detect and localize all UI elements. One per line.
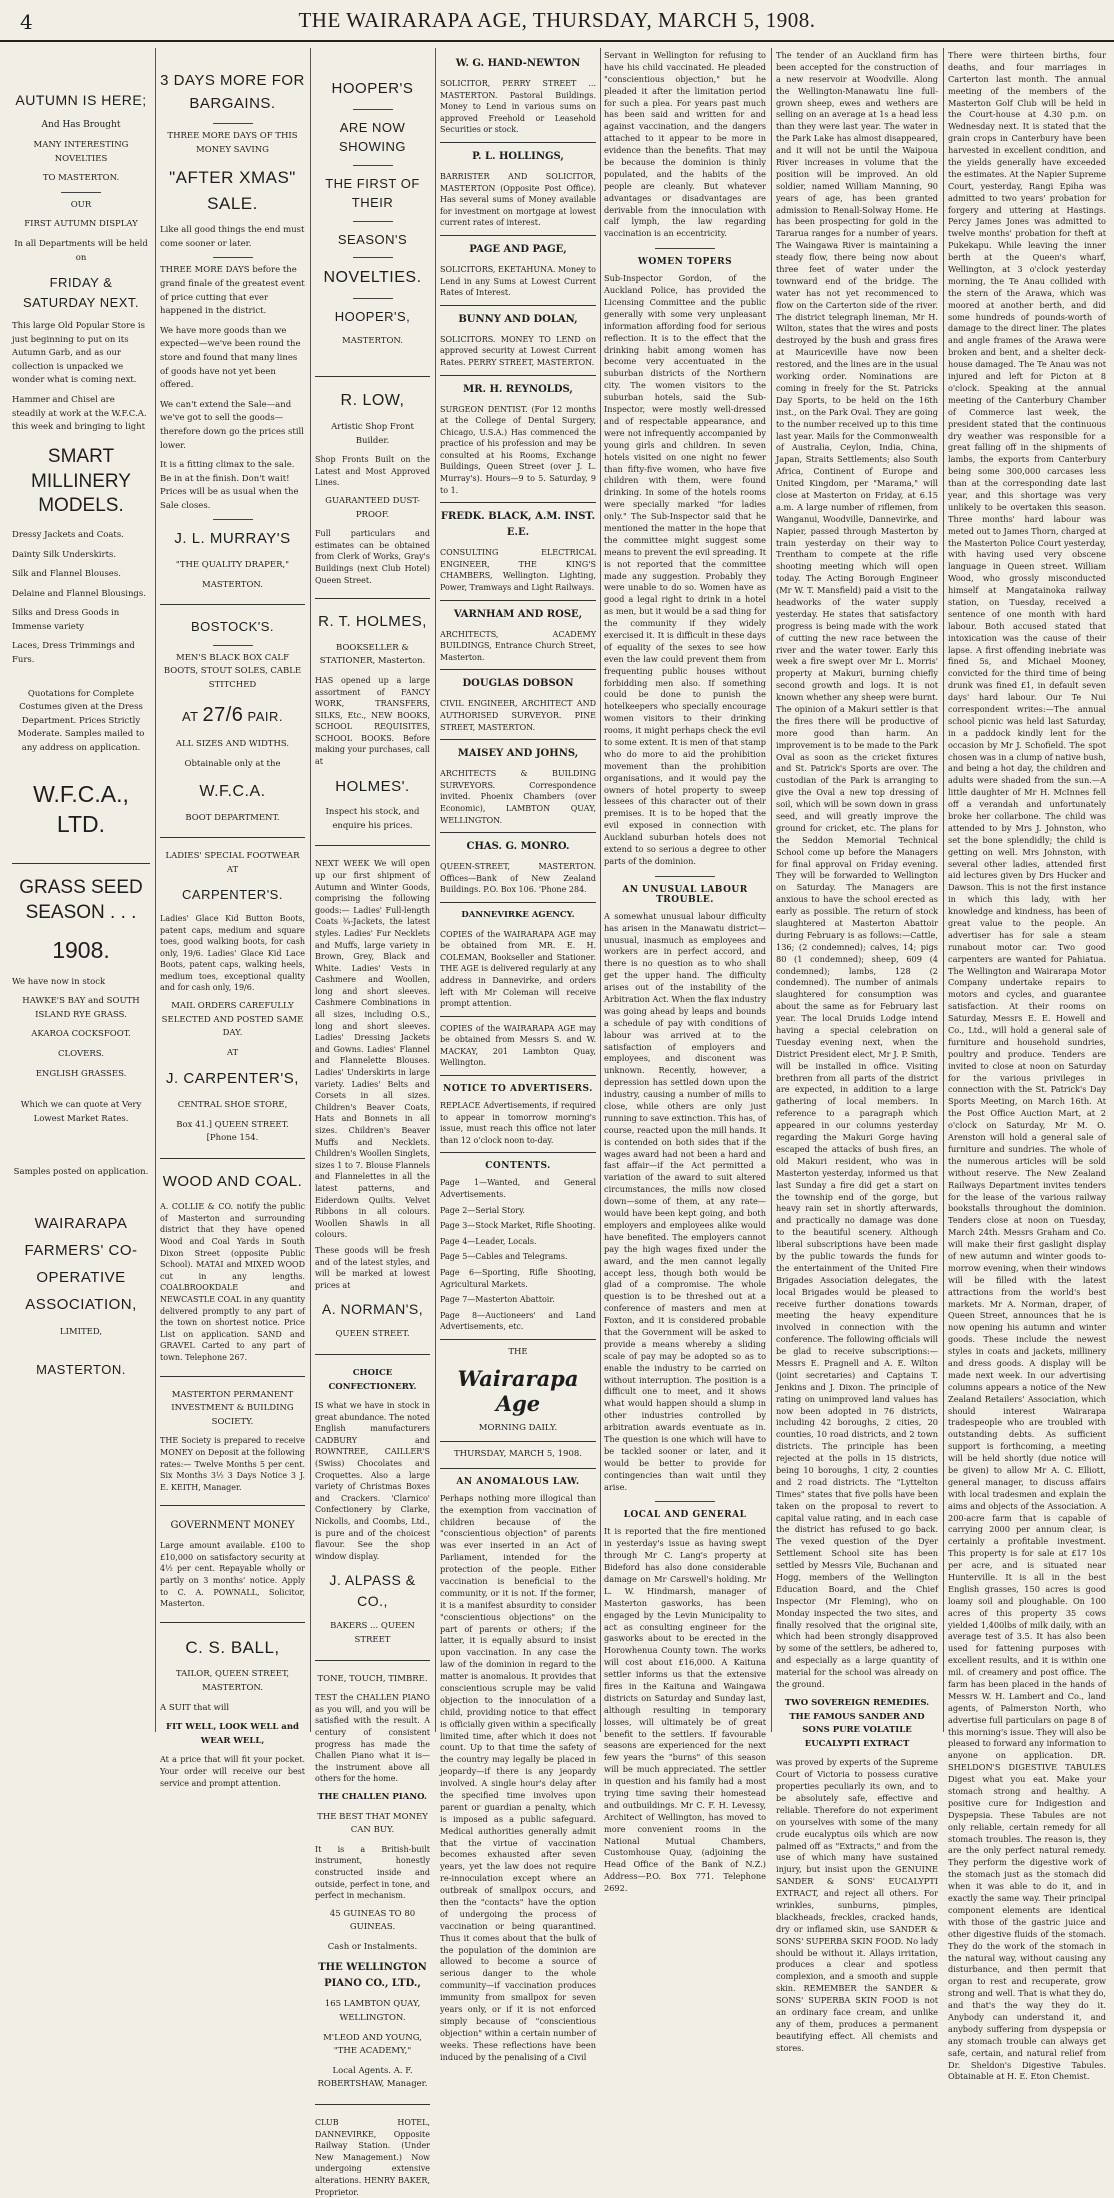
choice-title: CHOICE CONFECTIONERY. — [328, 1367, 417, 1392]
contents-item: Page 7—Masterton Abattoir. — [440, 1295, 555, 1305]
divider — [440, 1468, 596, 1469]
carpenter-name: J. CARPENTER'S, — [166, 1070, 299, 1088]
divider — [655, 1501, 715, 1502]
wfca-title: W.F.C.A., LTD. — [33, 780, 129, 837]
ball-body: At a price that will fit your pocket. Your order will receive our best service and prompt attention. — [160, 1755, 305, 1788]
tone-body: TEST the CHALLEN PIANO as you will, and you will be satisfied with the result. A century of consistent progress has made the Challen Piano what it is—the instrument above all others for the home. — [315, 1693, 430, 1784]
leader-continued: Servant in Wellington for refusing to have his child vaccinated. He pleaded "conscientious objection," but he pleaded it after the limitation period for such a plea. For years past much has been said and written for and against vaccination, and the dangers attached to it appear to be more in evidence than the benefits. That may be because the dominion is thinly populated, and the habits of the people are cleanly. But whatever advantages or disadvantages are derivable from the innoculation with calf lymph, the law regarding vaccination is an eccentricity. — [604, 50, 766, 239]
contents-title: CONTENTS. — [485, 1161, 551, 1172]
contents-item: Page 8—Auctioneers' and Land Advertisements, etc. — [440, 1310, 596, 1332]
display-text: FIRST AUTUMN DISPLAY — [24, 219, 138, 230]
bostock-boots: MEN'S BLACK BOX CALF BOOTS, STOUT SOLES, CABLE STITCHED — [163, 652, 302, 690]
divider — [353, 109, 393, 110]
bostock-dept: BOOT DEPARTMENT. — [185, 812, 280, 823]
norman-name: A. NORMAN'S, — [321, 1301, 424, 1318]
murray-three: THREE MORE DAYS OF THIS MONEY SAVING — [167, 131, 298, 155]
item: Silks and Dress Goods in Immense variety — [12, 608, 120, 632]
seed-item: CLOVERS. — [58, 1049, 104, 1060]
card-name: VARNHAM AND ROSE, — [453, 608, 583, 620]
card-body: SURGEON DENTIST. (For 12 months at the College of Dental Surgery, Chicago, U.S.A.) Has commenced the practice of his profession and may be consulted at his Rooms, Exchange Buildings, Queen Street (over J. L. Murray's). Hours—9 to 5. Saturday, 9 to 1. — [440, 404, 596, 495]
grass-year: 1908. — [52, 936, 110, 963]
leader-body: Perhaps nothing more illogical than the exemption from vaccination of children because of the "conscientious objection" of parents was ever inserted in an Act of Parliament, intended for the protection of the people. Either vaccination is beneficial to the community, or it is not. If the former, it is a manifest absurdity to consider "conscientious objections" on the part of parents or others; if the latter, it is equally absurd to insist upon vaccination. In any case the law of the dominion in regard to the matter is anomalous. It provides that conscientious scruple may be valid objection to the innoculation of a child, providing notice to that effect is officially given within a specifically limited time, after which it does not count. Up to that time the safety of the country may legally be placed in jeopardy—if there is any jeopardy involved. A single hour's delay after the specified time involves upon parent or guardian a penalty, which is imposed as a public safeguard. Medical authorities generally admit that the virtue of vaccination becomes exhausted after seven years, yet the law does not require re-innoculation except where an outbreak of smallpox occurs, and then the "contacts" have the option of undergoing the process of vaccination or being quarantined. Thus it comes about that the bulk of the population of the dominion are allowed to become a source of serious danger to the whole community—if vaccination produces immunity from smallpox for seven years only, or if it is not enforced simply because of "conscientious objection" within a certain number of weeks. These reflections have been induced by the penalising of a Civil — [440, 1492, 596, 2062]
murray-like: Like all good things the end must come sooner or later. — [160, 225, 305, 249]
local-title: LOCAL AND GENERAL — [623, 1510, 747, 1521]
nameplate-the: THE — [508, 1346, 528, 1357]
column-6 — [776, 50, 939, 2053]
item: Silk and Flannel Blouses. — [12, 569, 121, 580]
divider — [160, 1376, 305, 1377]
carpenter-body: Ladies' Glace Kid Button Boots, patent caps, medium and square toes, good walking boots, for cash only, 19/6. Ladies' Glace Kid Lace Boots, patent caps, walking heels, medium toes, exceptional quality and for cash only, 19/6. — [160, 913, 305, 993]
agency-body: COPIES of the WAIRARAPA AGE may be obtained from MR. E. H. COLEMAN, Bookseller and Stationer. THE AGE is delivered regularly at any address in Dannevirke, and orders left with Mr Coleman will receive prompt attention. — [440, 929, 596, 1009]
divider — [440, 305, 596, 306]
hooper-name: HOOPER'S, — [334, 309, 411, 324]
norman-queen: QUEEN STREET. — [335, 1329, 410, 1340]
divider — [655, 876, 715, 877]
card-body: SOLICITORS. MONEY TO LEND on approved security at Lowest Current Rates. PERRY STREET, MASTERTON. — [440, 334, 596, 367]
millinery-title: SMART MILLINERY MODELS. — [31, 445, 131, 517]
challen-cash: Cash or Instalments. — [327, 1941, 418, 1952]
nameplate-title: Wairarapa Age — [457, 1365, 579, 1416]
bostock-wfca: W.F.C.A. — [199, 782, 266, 800]
norman-end: These goods will be fresh and of the latest styles, and will be marked at lowest prices at — [315, 1245, 430, 1290]
card-body: SOLICITOR, PERRY STREET ... MASTERTON. Pastoral Buildings. Money to Lend in various sums on approved Freehold or Leasehold Securities or stock. — [440, 79, 596, 135]
column-rule — [943, 48, 944, 1732]
card-body: CIVIL ENGINEER, ARCHITECT AND AUTHORISED SURVEYOR. PINE STREET, MASTERTON. — [440, 699, 596, 732]
autumn-body-2: Hammer and Chisel are steadily at work at the W.F.C.A. this week and bringing to light — [12, 395, 147, 433]
stock-text: We have now in stock — [12, 976, 106, 987]
page-number: 4 — [20, 10, 33, 34]
hooper-title: HOOPER'S — [331, 80, 414, 97]
card-name: FREDK. BLACK, A.M. INST. E.E. — [440, 511, 596, 539]
divider — [440, 1339, 596, 1340]
divider — [160, 837, 305, 838]
agency-body-2: COPIES of the WAIRARAPA AGE may be obtained from Messrs S. and W. MACKAY, 201 Lambton Quay, Wellington. — [440, 1023, 596, 1068]
column-rule — [435, 48, 436, 1732]
local-body: It is reported that the fire mentioned in yesterday's issue as having swept through Mr C. Lang's property at Bideford has also done considerable damage on Mr Carswell's holding. Mr L. W. Hindmarsh, manager of Masterton gasworks, has been engaged by the Levin Municipality to act as consulting engineer for the gasworks about to be erected in the Horowhenua County town. The works will cost about £16,000. A Kaituna settler informs us that the extensive fires in the Kaituna and Waingawa districts on Saturday and Sunday last, although resulting in temporary losses, will ultimately be of great benefit to the settlers. If favourable seasons are experienced for the next few years the "burns" of this season will be much appreciated. The settler in question and his family had a most trying time saving their homestead and outbuildings. Mr C. F. H. Levessy, Architect of Wellington, has moved to more convenient rooms in the National Mutual Chambers, Customhouse Quay, (adjoining the Head Office of the Bank of N.Z.) Address—P.O. Box 771. Telephone 2692. — [604, 1526, 766, 1894]
divider — [353, 257, 393, 258]
govt-title: GOVERNMENT MONEY — [170, 1520, 295, 1532]
hooper-first: THE FIRST OF THEIR — [325, 175, 420, 210]
bostock-price — [160, 700, 305, 730]
wood-title: WOOD AND COAL. — [162, 1172, 303, 1190]
hooper-showing: ARE NOW SHOWING — [338, 119, 407, 154]
column-1 — [12, 50, 150, 1730]
bostock-pair: PAIR. — [247, 709, 284, 725]
perm-title: MASTERTON PERMANENT INVESTMENT & BUILDING SOCIETY. — [171, 1389, 294, 1427]
card-name: P. L. HOLLINGS, — [472, 150, 564, 162]
murray-fitting: It is a fitting climax to the sale. Be in at the finish. Don't wait! Prices will be as usual when the Sale closes. — [160, 460, 299, 511]
card-name: CHAS. G. MONRO. — [466, 841, 570, 853]
card-name: MR. H. REYNOLDS, — [463, 383, 573, 395]
divider — [160, 1505, 305, 1506]
murray-days: 3 DAYS MORE FOR BARGAINS. — [160, 72, 305, 112]
carpenter-title: CARPENTER'S. — [182, 887, 283, 903]
quote-text: Which we can quote at Very Lowest Market Rates. — [20, 1100, 142, 1124]
divider — [440, 739, 596, 740]
column-rule — [310, 48, 311, 1732]
murray-after: "AFTER XMAS" SALE. — [169, 168, 296, 213]
contents-item: Page 3—Stock Market, Rifle Shooting. — [440, 1221, 596, 1231]
club-hotel: CLUB HOTEL, DANNEVIRKE, Opposite Railway Station. (Under New Management.) Now undergoing extensive alterations. HENRY BAKER, Proprietor. — [315, 2118, 430, 2197]
card-body: ARCHITECTS, ACADEMY BUILDINGS, Entrance Church Street, Masterton. — [440, 629, 596, 662]
card-name: MAISEY AND JOHNS, — [457, 748, 579, 760]
divider — [353, 165, 393, 166]
divider — [213, 519, 253, 520]
divider — [440, 1016, 596, 1017]
challen-guineas: 45 GUINEAS TO 80 GUINEAS. — [329, 1908, 416, 1933]
low-sub: Artistic Shop Front Builder. — [331, 422, 414, 446]
divider — [440, 1152, 596, 1153]
divider — [12, 863, 150, 864]
card-body: BARRISTER AND SOLICITOR, MASTERTON (Opposite Post Office). Has several sums of Money available for investment on mortgage at lowest current rates of interest. — [440, 171, 596, 228]
divider — [213, 123, 253, 124]
contents-item: Page 4—Leader, Locals. — [440, 1236, 537, 1246]
column-7 — [948, 50, 1106, 2082]
local-news: The tender of an Auckland firm has been accepted for the construction of a new reservoir at Woodville. Along the Wellington-Manawatu line full-grown sheep, ewes and wethers are selling on an average at 1s a head less than they were last year. The water in the Park Lake has almost disappeared, and it will not be until the Waipoua River increases in volume that the position will be improved. An old soldier, named William Manning, 90 years of age, has been granted admission to Renall-Solway Home. He has been prospecting for gold in the Tararua ranges for a number of years. The Waingawa River is maintaining a steady flow, there being now about three feet of water under the townward end of the bridge. The water has not yet recommenced to flow on the Carterton side of the river. The district telegraph lineman, Mr H. Wilton, states that the wires and posts destroyed by the bush and grass fires at Mauriceville have now been restored, and the lines are in the usual working order. Nominations are coming in freely for the St. Patricks Day Sports, to be held on the 16th inst., on the Park Oval. They are going to the number received up to this time last year. Mails for the Commonwealth of Australia, Ceylon, India, China, Japan, Straits Settlements; also South Africa, Continent of Europe and United Kingdom, per "Marama," will close at Masterton on Friday, at 6.15 a.m. A large number of riflemen, from Wanganui, Woodville, Dannevirke, and Napier, passed through Masterton by train yesterday on their way to Trentham to compete at the rifle shooting meeting which will open today. The Acting Borough Engineer (Mr W. T. Mansfield) paid a visit to the headworks of the water supply yesterday. He states that satisfactory progress is being made with the work of cutting the new race between the river and the water tower. Early this week a fire swept over Mr L. Morris' property at Makuri, burning chiefly second growth and logs. It is not known whether any sheep were burnt. The opinion of a Makuri settler is that the fires there will be productive of more good than harm. An improvement is to be made to the Park Oval as soon as the cricket fixtures and St. Patrick's Sports are over. The custodian of the Park is arranging to give the Oval a new top dressing of soil, which will be sown down in grass seed, and will greatly improve the ground for cricket, etc. The plans for the Seddon Memorial Technical School come up before the Managers for final approval on Friday evening. They will be forwarded to Wellington on Saturday. The Managers are anxious to have the school erected as early as possible. The return of stock slaughtered at Masterton Abattoir during February is as follows:—Cattle, 136; (2 condemned); calves, 14; pigs 80 (1 condemned); sheep, 609 (4 condemned); lambs, 128 (2 condemned). The number of animals slaughtered for consumption was about the same as for February last year. The local Druids Lodge intend having a special celebration on Tuesday evening next, when the District President elect, Mr J. P. Smith, will be installed in office. Visiting brethren from all parts of the district are expected, in addition to a large gathering of local members. In reference to a paragraph which appeared in our columns yesterday regarding the Makuri Gorge having escaped the attacks of bush fires, an old Makuri resident, who was in Masterton yesterday, informed us that last Sunday a fire did get a start on the township end of the gorge, but heavy rain set in shortly afterwards, and practically no damage was done to the beautiful scenery. Although liberal subscriptions have been made by the public towards the funds for the entertainment of the United Fire Brigades Association delegates, the local Brigades would be pleased to receive further donations towards meeting the heavy expenditure involved in connection with the conference. The following officials will be glad to receive subscriptions:—Messrs E. Pragnell and A. E. Wilton (joint secretaries) and Captains T. Jenkins and J. Dixon. The principle of rating on unimproved land values has now been adopted in 76 districts, including 42 boroughs, 2 cities, 20 counties, 10 road districts, and 2 town districts. The principle has been rejected at the polls in 15 districts, being 10 boroughs, 1 city, 2 counties and 2 road districts. The "Lyttelton Times" states that five polls have been taken on the proposal to revert to capital value rating, and in each case the district has refused to go back. The vexed question of the Dyer Settlement School site has been settled by Messrs Vile, Buchanan and Hogg, members of the Wellington Education Board, and the Chief Inspector (Mr Fleming), who on Monday inspected the two sites, and finally resolved that the original site, which had been strongly disapproved by some of the settlers, be adhered to, and especially as a large quantity of material for the school was already on the ground. — [776, 50, 938, 1690]
low-title: R. LOW, — [340, 392, 405, 410]
card-name: PAGE AND PAGE, — [469, 243, 567, 255]
wellington-piano: THE WELLINGTON PIANO CO., LTD., — [318, 1962, 427, 1990]
topers-body: Sub-Inspector Gordon, of the Auckland Police, has provided the Licensing Committee and the public generally with some very unpleasant information affording food for serious reflection. It is to the effect that the drinking habit among women has become very accentuated in the suburban districts of the Northern city. The women visitors to the suburban hotels, said the Sub-Inspector, were mostly well-dressed and of respectable appearance, and were not infrequently accompanied by young girls and children. In seven hotels visited on one night no fewer than fifty-five women, who have five children with them, were found drinking. In some of the hotels rooms were specially marked "for ladies only." The Sub-Inspector said that he mentioned the matter in the hope that the committee might suggest some means to prevent the evil spreading. It is not reported that the committee made any suggestion. Probably they were unable to do so. Women have as good a legal right to drink in a hotel as men, but it would be a sad thing for the community if they widely exercised it. It is difficult in these days of equality of the sexes to see how even the law could prevent them from frequenting public houses without forbidding men also. If something could be done to punish the hotelkeepers who specially encourage women visitors to their drinking rooms, it might perhaps check the evil to some extent. It is men of that stamp who do more to aid the prohibition movement than the prohibition organisations, and it would pay the owners of hotel property to sweep lessees of this character out of their premises. It is to be hoped that the evil exposed in connection with Auckland suburban hotels does not extend to so serious a degree to other parts of the dominion. — [604, 273, 766, 866]
seed-item: HAWKE'S BAY and SOUTH ISLAND RYE GRASS. — [22, 996, 140, 1020]
item: Dainty Silk Underskirts. — [12, 549, 117, 560]
perm-body: THE Society is prepared to receive MONEY on Deposit at the following rates:— Twelve Months 5 per cent. Six Months 3½ 3 Days Notice 3 J. E. KEITH, Manager. — [160, 1436, 305, 1492]
divider — [440, 832, 596, 833]
carpenter-central: CENTRAL SHOE STORE, — [177, 1099, 288, 1110]
card-name: DOUGLAS DOBSON — [462, 678, 574, 690]
divider — [440, 1441, 596, 1442]
column-5 — [604, 50, 766, 1894]
low-body: Shop Fronts Built on the Latest and Most Approved Lines. — [315, 455, 430, 488]
ball-suit: A SUIT that will — [160, 1702, 230, 1713]
autumn-body: This large Old Popular Store is just beginning to put on its Autumn Garb, and as our collection is unpacked we wonder what is coming next. — [12, 321, 145, 386]
divider — [440, 235, 596, 236]
contents-item: Page 6—Sporting, Rifle Shooting, Agricultural Markets. — [440, 1268, 596, 1289]
card-body: QUEEN-STREET, MASTERTON. Offices—Bank of New Zealand Buildings. P.O. Box 106. 'Phone 284. — [440, 862, 596, 895]
contents-item: Page 5—Cables and Telegrams. — [440, 1252, 568, 1262]
agency-title: DANNEVIRKE AGENCY. — [461, 909, 575, 920]
divider — [440, 1075, 596, 1076]
item: Laces, Dress Trimmings and Furs. — [12, 641, 135, 666]
norman-body: NEXT WEEK We will open up our first shipment of Autumn and Winter Goods, comprising the following goods:— Ladies' Full-length Coats ¾-Jackets, the latest styles. Ladies' Fur Necklets and Muffs, large variety in Brown, Grey, Black and White. Ladies' Vests in Cashmere and Woollen, long and short sleeves. Cashmere Combinations in all sizes, including O.S., long and short sleeves. Ladies' Dressing Jackets and Gowns. Ladies' Flannel and Flannelette Blouses. Ladies' Underskirts in large variety. Ladies' Belts and Corsets in all sizes. Children's Beaver Coats, Hats and Bonnets in all sizes. Children's Beaver Muffs and Necklets. Children's Woollen Singlets, sizes 1 to 7. Blouse Flannels and Flannelettes in all the latest patterns, and Eiderdown Quilts. Velvet Ribbons in all colours. Woollen Shawls in all colours. — [315, 859, 431, 1240]
contents-item: Page 1—Wanted, and General Advertisements. — [440, 1178, 596, 1200]
divider — [440, 902, 596, 903]
card-name: W. G. HAND-NEWTON — [455, 58, 581, 69]
card-body: ARCHITECTS & BUILDING SURVEYORS. Correspondence invited. Phoenix Chambers (over Economic), LAMBTON QUAY, WELLINGTON. — [440, 769, 596, 825]
divider — [160, 1158, 305, 1159]
autumn-to: TO MASTERTON. — [42, 173, 120, 184]
card-body: CONSULTING ELECTRICAL ENGINEER, THE KING'S CHAMBERS, Wellington. Lighting, Power, Tramways and Light Railways. — [440, 548, 596, 593]
carpenter-ladies: LADIES' SPECIAL FOOTWEAR AT — [165, 851, 300, 875]
local-news-2: There were thirteen births, four deaths, and four marriages in Carterton last month. The annual meeting of the members of the Masterton Golf Club will be held in the Court-house at 4.30 p.m. on Wednesday next. It is stated that the grain crops in Canterbury have been harvested in excellent condition, and the yields generally have exceeded the estimates. At the Napier Supreme Court, yesterday, Rangi Epiha was admitted to two years' probation for forgery and uttering at Hastings. Percy James Jones was admitted to twelve months' probation for theft at Pukekapu. While leaving the inner berth at the Queen's wharf, Wellington, at 3 o'clock yesterday morning, the Te Anau collided with the stern of the Arawa, which was moored at another berth, and did some hundreds of pounds-worth of damage to the direct liner. The plates and angle frames of the Arawa were broken and bent, and a shelter deck-house damaged. The Te Anau was not injured and left for Picton at 8 o'clock. Speaking at the annual meeting of the Canterbury Chamber of Commerce last week, the president stated that the continuous dry weather was responsible for a great falling off in the shipments of lambs, the exports from Canterbury being some 300,000 carcases less than at the corresponding date last year, and this shortage was very unlikely to be overtaken this season. Three months' hard labour was meted out to James Thorn, charged at the Masterton Police Court yesterday, with having used very obscene language in Queen street. William Wood, who grossly misconducted himself at Mangatainoka railway station, on Tuesday, received a sentence of one month with hard labour. Both accused stated that intoxication was the cause of their lapse. A first offending inebriate was fined 5s, and Michael Mooney, convicted for the third time of being drunk was fined £1, in default seven days' hard labour. Our Te Nui correspondent writes:—The annual school picnic was held last Saturday, in a paddock kindly lent for the occasion by Mr J. Schofield. The spot chosen was in a clump of native bush, and being a hot day, the children and adults were shaded from the sun.—A little daughter of Mr H. McInnes fell off a verandah and unfortunately broke her collarbone. The child was attended to by Mrs J. Johnston, who set the bone splendidly; the child is getting on well. Mrs Johnston, with several other ladies, attended first aid lectures given by Drs Hucker and Dawson. This is not the first instance in which this lady, with her knowledge and kindness, has been of great value to the people. An advertiser has for sale a steam runabout motor car. Two good carpenters are wanted for Pahiatua. The Wellington and Wairarapa Motor Company undertake repairs to motors and cycles, and guarantee satisfaction. At their rooms on Saturday, Messrs E. E. Howell and Co., Ltd., will hold a general sale of furniture and household sundries, poultry and produce. Tenders are invited to close at noon on Saturday for the various privileges in connection with the St. Patrick's Day Sports Meeting, on March 16th. At the Post Office Auction Mart, at 2 o'clock on Saturday, Mr M. O. Arenston will hold a general sale of furniture and sundries. The whole of the numerous articles will be sold without reserve. The New Zealand Railways Department invites tenders for the lease of the various railway bookstalls throughout the dominion. Tenders close at noon on Tuesday, March 24th. Messrs Graham and Co. will make their first gaslight display of new autumn and winter goods to-morrow evening, when their windows will be filled with the latest attractions from the world's best markets. Mr A. Norman, draper, of Queen Street, announces that he is now opening his autumn and winter goods. These include the newest styles in coats and jackets, millinery and dress goods. A display will be made next week. In our advertising columns appears a notice of the New Zealand Retailers' Association, which should interest Wairarapa tradespeople who are troubled with outstanding debts. As sufficient support is forthcoming, a meeting will be held shortly (due notice will be given) to allow Mr A. C. Elliott, general manager, to discuss affairs with local tradesmen and explain the aims and objects of the Association. A 200-acre farm that is capable of carrying 2000 per annum clear, is certainly a profitable investment. This property is for sale at £17 10s per acre, and is situated near Hunterville. It is all in the best English grasses, 150 acres is good loamy soil and ploughable. On 100 acres of this property 35 cows yielded 1,400lbs of milk daily, with an average test of 3.5. It has also been used for fattening purposes with excellent results, and it is within one mil. of creamery and post office. The farm has been placed in the hands of Messrs W. H. Lambert and Co., land agents, of Palmerston North, who advertise full particulars on page 8 of this morning's issue. They will also be pleased to forward any information to anyone on application. DR. SHELDON'S DIGESTIVE TABULES Digest what you eat. Make your stomach strong and healthy. A positive cure for Indigestion and Dyspepsia. These Tabules are not only reliable, certain remedy for all stomach troubles. The reason is, they are the only perfect natural remedy. They perform the digestive work of the stomach just as the stomach did when it was able to do it, and in exactly the same way. Their principal component elements are identical with those of the gastric juice and other digestive fluids of the stomach. They do the work of the stomach in the natural way, without causing any disturbance, and then permit that organ to rest and recuperate, grow strong and well. That is what they do, and that's the way they do it. Anybody can understand it, and anybody suffering from dyspepsia or any stomach trouble can always get safe, certain, and natural relief from Dr. Sheldon's Digestive Tabules. Obtainable at H. E. Eton Chemist. — [948, 50, 1106, 2082]
bostock-price-value: 27/6 — [202, 704, 244, 727]
contents-item: Page 2—Serial Story. — [440, 1205, 526, 1215]
hooper-novelties: NOVELTIES. — [323, 269, 422, 286]
holmes-name: HOLMES'. — [335, 777, 410, 795]
divider — [315, 598, 430, 599]
item: Delaine and Flannel Blousings. — [12, 588, 146, 599]
divider — [440, 502, 596, 503]
murray-three-2: THREE MORE DAYS before the grand finale of the greatest event of price cutting that ever happened in the district. — [160, 265, 305, 317]
autumn-line: MANY INTERESTING NOVELTIES — [33, 139, 129, 164]
column-rule — [771, 48, 772, 1732]
carpenter-mail: MAIL ORDERS CAREFULLY SELECTED AND POSTED SAME DAY. — [161, 1001, 304, 1039]
low-guar-body: Full particulars and estimates can be obtained from Clerk of Works, Gray's Buildings (next Club Hotel) Queen Street. — [315, 529, 430, 585]
divider — [315, 845, 430, 846]
divider — [440, 142, 596, 143]
leader-title: AN ANOMALOUS LAW. — [456, 1476, 580, 1487]
column-2 — [160, 50, 305, 1788]
nameplate-morning: MORNING DAILY. — [478, 1422, 558, 1433]
carpenter-at: AT — [226, 1047, 239, 1058]
nameplate-date: THURSDAY, MARCH 5, 1908. — [453, 1449, 582, 1460]
tone-title: TONE, TOUCH, TIMBRE. — [317, 1673, 428, 1684]
carpenter-box: Box 41.] QUEEN STREET. [Phone 154. — [176, 1119, 289, 1144]
autumn-sub: And Has Brought — [41, 120, 121, 130]
hooper-masterton: MASTERTON. — [341, 335, 404, 346]
labour-title: AN UNUSUAL LABOUR TROUBLE. — [622, 884, 748, 905]
column-4 — [440, 50, 596, 2062]
wellington-lambton: 165 LAMBTON QUAY, WELLINGTON. — [324, 1999, 421, 2024]
card-name: BUNNY AND DOLAN, — [458, 313, 578, 325]
bostock-at: AT — [181, 709, 199, 725]
mleod-young: M'LEOD AND YOUNG, "THE ACADEMY," — [323, 2032, 422, 2057]
govt-body: Large amount available. £100 to £10,000 on satisfactory security at 4½ per cent. Repayable wholly or partly on 3 months' notice. Apply to C. A. POWNALL, Solicitor, Masterton. — [160, 1541, 305, 1609]
bostock-title: BOSTOCK'S. — [190, 619, 275, 635]
holmes-body: HAS opened up a large assortment of FANCY WORK, TRANSFERS, SILKS, Etc., NEW BOOKS, SCHOOL REQUISITES, SCHOOL BOOKS. Before making your purchases, call at — [315, 675, 430, 767]
farmers-title: WAIRARAPA FARMERS' CO-OPERATIVE ASSOCIATION, — [24, 1215, 138, 1314]
notice-body: REPLACE Advertisements, if required to appear in tomorrow morning's issue, must reach this office not later than 12 o'clock noon to-day. — [440, 1101, 596, 1145]
wood-body: A. COLLIE & CO. notify the public of Masterton and surrounding district that they have opened Wood and Coal Yards in South Dixon Street (opposite Public School). MATAI and MIXED WOOD cut in any lengths. COALBROOKDALE and NEWCASTLE COAL in any quantity delivered promptly to any part of the town on shortest notice. Price List on application. SAND and GRAVEL Carted to any part of town. Telephone 267. — [160, 1202, 305, 1362]
divider — [213, 257, 253, 258]
ball-fit: FIT WELL, LOOK WELL and WEAR WELL, — [166, 1722, 299, 1746]
divider — [315, 376, 430, 377]
divider — [655, 248, 715, 249]
challen-title: THE CHALLEN PIANO. — [318, 1791, 427, 1802]
murray-masterton: MASTERTON. — [201, 579, 264, 590]
samples-text: Samples posted on application. — [13, 1167, 149, 1178]
divider — [61, 192, 101, 193]
depts-text: In all Departments will be held on — [14, 238, 148, 263]
farmers-limited: LIMITED, — [59, 1327, 103, 1338]
hooper-season: SEASON'S — [337, 231, 408, 247]
card-body: SOLICITORS, EKETAHUNA. Money to Lend in any Sums at Lowest Current Rates of Interest. — [440, 264, 596, 298]
divider — [213, 645, 253, 646]
labour-body: A somewhat unusual labour difficulty has arisen in the Manawatu district—unusual, inasmuch as employees and workers are in perfect accord, and there is no question as to who shall get the upper hand. The difficulty arises out of the instability of the Arbitration Act. When the flax industry was going ahead by leaps and bounds a schedule of pay with conditions of labour was arrived at to the satisfaction of employers and employees, and disconent was unknown. Recently, however, a depression has settled down upon the industry, causing a number of mills to close, while others are only just running to save extinction. This has, of course, reacted upon the mill hands. It is contended on both sides that if the wages award had not been a hard and fast affair—if the Act permitted a variation of the award to suit altered circumstances, the mills now closed down—some of them, at any rate—would have been kept going, and both employers and employees alike would have benefited. The employers cannot pay the high wages fixed under the award, and the men cannot legally accept less, though both would be glad of a compromise. The whole question is to be threshed out at a conference of masters and men at Foxton, and it is considered probable that the Government will be asked to provide a means whereby a sliding scale of pay may be adopted so as to enable the industry to be carried on without interruption. The position is a difficult one to meet, and it shows what would happen should a slump in other industries controlled by arbitration awards eventuate as in. The question is one which will have to be tackled sooner or later, and it would be better to provide for contingencies than wait until they arise. — [604, 910, 766, 1492]
murray-more: We have more goods than we expected—we've been round the store and found that many lines of goods have not yet been offered. — [160, 325, 301, 391]
alpass-bakers: BAKERS ... QUEEN STREET — [330, 1621, 415, 1645]
farmers-masterton: MASTERTON. — [36, 1361, 126, 1377]
divider — [160, 1622, 305, 1623]
column-rule — [600, 48, 601, 1732]
bostock-obtain: Obtainable only at the — [184, 759, 281, 770]
page-header — [0, 0, 1114, 42]
challen-best: THE BEST THAT MONEY CAN BUY. — [317, 1811, 428, 1836]
eucalypti-head: TWO SOVEREIGN REMEDIES. THE FAMOUS SANDER AND SONS PURE VOLATILE EUCALYPTI EXTRACT — [784, 1697, 930, 1749]
challen-body: It is a British-built instrument, honestly constructed inside and outside, perfect in tone, and perfect in mechanism. — [315, 1844, 430, 1901]
column-3 — [315, 50, 431, 2197]
divider — [160, 604, 305, 605]
eucalypti-body: was proved by experts of the Supreme Court of Victoria to possess curative properties peculiarly its own, and to be absolutely safe, effective and reliable. Therefore do not experiment on yourselves with some of the many crude eucalyptus oils which are now palmed off as "Extracts," and from the use of which many have sustained injury, but insist upon the GENUINE SANDER & SONS' EUCALYPTI EXTRACT, and reject all others. For wrinkles, sunburns, pimples, blackheads, freckles, cracked hands, dry or inflamed skin, use SANDER & SONS' SUPERBA SKIN FOOD. No lady should be without it. Allays irritation, produces a clear and spotless complexion, and a smooth and supple skin. REMEMBER the SANDER & SONS' SUPERBA SKIN FOOD is not an ordinary face cream, and unlike any of them, produces a permanent beautifying effect. All chemists and stores. — [776, 1757, 939, 2053]
grass-title: GRASS SEED SEASON . . . — [19, 877, 143, 924]
divider — [440, 669, 596, 670]
agents-text: Local Agents. A. F. ROBERTSHAW, Manager. — [317, 2065, 428, 2090]
divider — [440, 375, 596, 376]
our-text: OUR — [70, 199, 92, 210]
display-day: FRIDAY & SATURDAY NEXT. — [22, 275, 140, 310]
ball-title: C. S. BALL, — [185, 1637, 280, 1657]
masthead: THE WAIRARAPA AGE, THURSDAY, MARCH 5, 1908. — [298, 8, 816, 32]
bostock-sizes: ALL SIZES AND WIDTHS. — [175, 739, 290, 750]
divider — [315, 1660, 430, 1661]
ball-tailor: TAILOR, QUEEN STREET, MASTERTON. — [175, 1669, 290, 1693]
choice-body: IS what we have in stock in great abundance. The noted English manufacturers CADBURY and ROWNTREE, CAILLER'S (Swiss) Chocolates and Croquettes. Also a large variety of Christmas Boxes and Crackers. 'Clarnico' Confectionery by Clarke, Nickolls, and Coombs, Ltd., is pure and of the choicest flavour. See the shop window display. — [315, 1401, 430, 1561]
topers-title: WOMEN TOPERS — [637, 257, 733, 268]
quotations-text: Quotations for Complete Costumes given at the Dress Department. Prices Strictly Moderate. Samples mailed to any address on application. — [17, 688, 145, 754]
divider — [315, 2104, 430, 2105]
murray-name: J. L. MURRAY'S — [174, 530, 291, 548]
low-guar: GUARANTEED DUST-PROOF. — [325, 496, 420, 520]
notice-title: NOTICE TO ADVERTISERS. — [443, 1084, 593, 1095]
murray-quality: "THE QUALITY DRAPER," — [175, 559, 290, 570]
column-rule — [155, 48, 156, 1732]
seed-item: ENGLISH GRASSES. — [35, 1068, 127, 1079]
divider — [315, 1354, 430, 1355]
holmes-title: R. T. HOLMES, — [318, 613, 427, 631]
divider — [440, 600, 596, 601]
autumn-title: AUTUMN IS HERE; — [15, 92, 147, 108]
divider — [353, 298, 393, 299]
murray-extend: We can't extend the Sale—and we've got to sell the goods—therefore down go the prices still lower. — [160, 399, 304, 451]
seed-item: AKAROA COCKSFOOT. — [31, 1029, 131, 1040]
holmes-inspect: Inspect his stock, and enquire his prices. — [325, 807, 420, 831]
alpass-name: J. ALPASS & CO., — [329, 1572, 416, 1610]
holmes-sub: BOOKSELLER & STATIONER, Masterton. — [319, 642, 426, 667]
divider — [353, 221, 393, 222]
item: Dressy Jackets and Coats. — [12, 529, 124, 540]
